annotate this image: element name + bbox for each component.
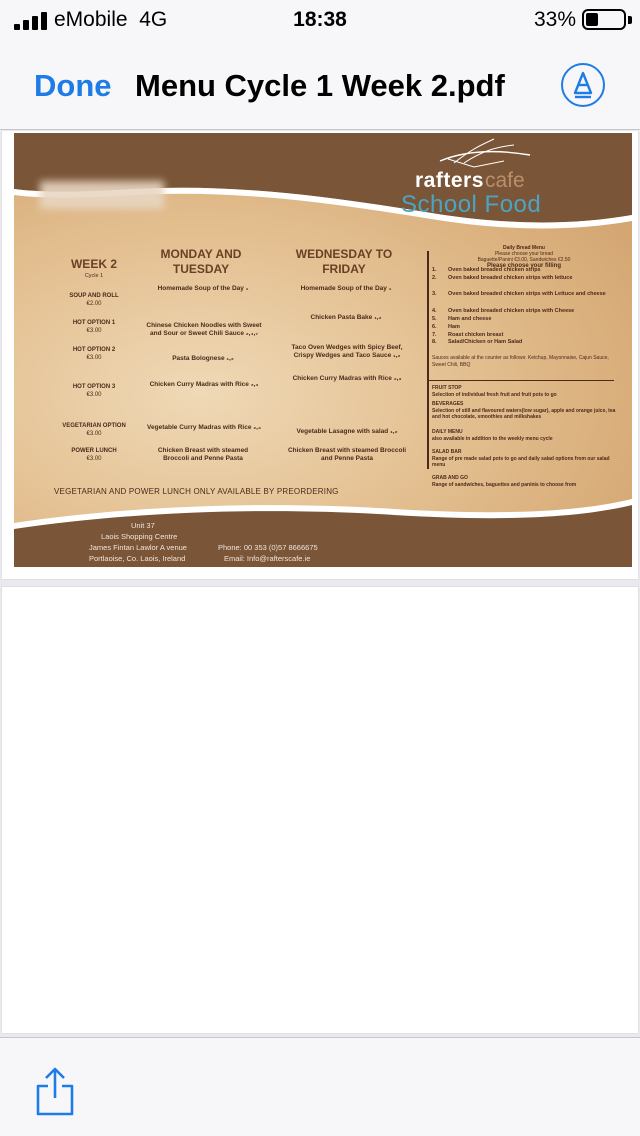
bread-filling-item: 2. Oven baked breaded chicken strips with lettuce (432, 275, 573, 281)
footer-town: Portlaoise, Co. Laois, Ireland (89, 554, 186, 563)
sauces-note: Sauces available at the counter as follows: Ketchup, Mayonnaise, Cajun Sauce, Sweet Chili, BBQ (432, 355, 609, 368)
extra-section: DAILY MENU also available in addition to the weekly menu cycle (432, 429, 553, 442)
footer-email: Email: Info@rafterscafe.ie (224, 554, 311, 563)
extra-section: GRAB AND GO Range of sandwiches, baguettes and paninis to choose from (432, 475, 577, 488)
week-cycle: Cycle 1 (84, 273, 104, 279)
extra-section: BEVERAGES Selection of still and flavoured waters(low sugar), apple and orange juice, tea and hot chocolate, smoothies and milkshakes (432, 401, 616, 420)
row-label-hot3: HOT OPTION 3 €3.00 (72, 384, 116, 398)
veg-mon-tue: Vegetable Curry Madras with Rice ₂,₃ (147, 424, 261, 431)
battery-level-fill (586, 13, 598, 26)
footer-street: James Fintan Lawlor A venue (89, 543, 187, 552)
col-wed-fri: WEDNESDAY TO FRIDAY (295, 247, 393, 276)
battery-tip (628, 16, 632, 24)
hot1-wed-fri: Chicken Pasta Bake ₁,₂ (310, 314, 382, 321)
logo-school-food: School Food (401, 191, 542, 218)
extra-section: SALAD BAR Range of pre made salad pots to go and daily salad options from our salad menu (432, 449, 610, 468)
hot1-mon-tue: Chinese Chicken Noodles with Sweet and Sour or Sweet Chili Sauce ₂,₄,₇ (146, 322, 262, 337)
done-button[interactable]: Done (34, 68, 112, 103)
extra-section: FRUIT STOP Selection of individual fresh fruit and fruit pots to go (432, 385, 557, 398)
share-icon[interactable] (34, 1066, 76, 1118)
footer-unit: Unit 37 (131, 521, 155, 530)
soup-mon-tue: Homemade Soup of the Day ₁ (157, 285, 249, 292)
panel-divider (428, 380, 614, 381)
footer-phone: Phone: 00 353 (0)57 8666675 (218, 543, 318, 552)
network-type: 4G (139, 8, 168, 31)
markup-pen-icon[interactable] (561, 63, 605, 107)
logo-rafters: rafters (415, 169, 484, 192)
preorder-note: VEGETARIAN AND POWER LUNCH ONLY AVAILABLE BY PREORDERING (54, 487, 339, 496)
hot2-wed-fri: Taco Oven Wedges with Spicy Beef, Crispy Wedges and Taco Sauce ₁,₂ (291, 344, 403, 359)
column-divider (427, 251, 429, 469)
pdf-page-2[interactable] (2, 587, 638, 1033)
battery-icon (582, 9, 626, 30)
bread-filling-item: 7. Roast chicken breast (432, 332, 504, 338)
hot3-mon-tue: Chicken Curry Madras with Rice ₂,₃ (149, 381, 259, 388)
soup-wed-fri: Homemade Soup of the Day ₁ (300, 285, 392, 292)
logo-cafe: cafe (485, 169, 525, 192)
footer-centre: Laois Shopping Centre (101, 532, 178, 541)
pdf-page-1[interactable] (2, 131, 638, 579)
power-wed-fri: Chicken Breast with steamed Broccoli and Penne Pasta (287, 447, 407, 462)
bottom-toolbar (0, 1037, 640, 1136)
status-bar (0, 0, 640, 40)
bread-filling-item: 1. Oven baked breaded chicken strips (432, 267, 541, 273)
bread-menu-title: Daily Bread Menu Please choose your bread Baguette/Panini €3.00, Sandwiches €2.50 Please choose your filling (477, 245, 571, 269)
week-title: WEEK 2 (70, 257, 117, 271)
hot2-mon-tue: Pasta Bolognese ₁,₂ (172, 355, 234, 362)
pdf-viewer[interactable] (0, 131, 640, 1037)
row-label-veg: VEGETARIAN OPTION €3.00 (62, 423, 126, 437)
bread-filling-item: 3. Oven baked breaded chicken strips with Lettuce and cheese (432, 291, 606, 297)
rafters-logo-swoosh (434, 137, 534, 171)
bread-filling-item: 8. Salad/Chicken or Ham Salad (432, 339, 523, 345)
nav-bar (0, 40, 640, 130)
carrier-label: eMobile 4G (54, 8, 168, 31)
bread-filling-item: 4. Oven baked breaded chicken strips with Cheese (432, 308, 575, 314)
row-label-soup: SOUP AND ROLL €2.00 (69, 293, 119, 307)
row-label-hot2: HOT OPTION 2 €3.00 (72, 347, 116, 361)
bread-filling-item: 5. Ham and cheese (432, 316, 492, 322)
hot3-wed-fri: Chicken Curry Madras with Rice ₂,₃ (292, 375, 402, 382)
redacted-area (40, 181, 164, 209)
menu-document (14, 133, 632, 567)
power-mon-tue: Chicken Breast with steamed Broccoli and Penne Pasta (157, 447, 249, 462)
col-mon-tue: MONDAY AND TUESDAY (160, 247, 242, 276)
row-label-hot1: HOT OPTION 1 €3.00 (72, 320, 116, 334)
battery-percent: 33% (533, 8, 576, 31)
veg-wed-fri: Vegetable Lasagne with salad ₁,₂ (296, 428, 398, 435)
bread-filling-item: 6. Ham (432, 324, 460, 330)
clock: 18:38 (293, 8, 347, 31)
row-label-power: POWER LUNCH €3.00 (71, 448, 117, 462)
document-title: Menu Cycle 1 Week 2.pdf (135, 68, 505, 103)
